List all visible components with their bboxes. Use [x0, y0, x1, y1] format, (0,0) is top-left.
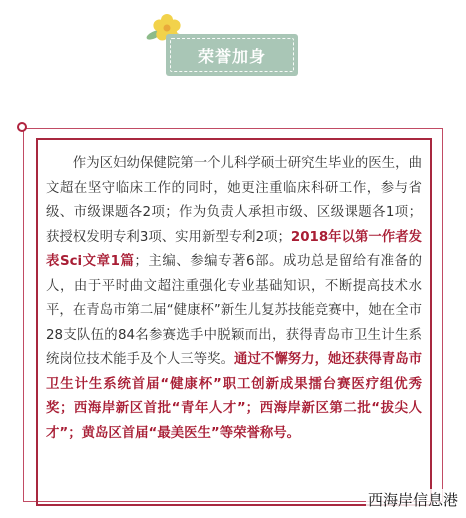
article-text-2: ；主编、参编专著6部。成功总是留给有准备的人，由于平时曲文超注重强化专业基础知识，不断提高技术水平，在青岛市第二届“健康杯”新生儿复苏技能竞赛中，她在全市28支队伍的84名参赛选手中脱颖而出，获得青岛市卫生计生系统岗位技术能手及个人三等奖。	[46, 254, 422, 367]
article-paragraph	[46, 152, 422, 446]
corner-circle-icon	[17, 122, 27, 132]
article-text-1: 作为区妇幼保健院第一个儿科学硕士研究生毕业的医生，曲文超在坚守临床工作的同时，她更注重临床科研工作，参与省级、市级课题各2项；作为负责人承担市级、区级课题各1项；获授权发明专利3项、实用新型专利2项；	[46, 156, 422, 245]
section-title: 荣誉加身	[197, 46, 266, 66]
article-highlight-1: 2018年以第一作者发表Sci文章1篇	[46, 229, 422, 269]
article-highlight-2: 通过不懈努力，她还获得青岛市卫生计生系统首届“健康杯”职工创新成果擂台赛医疗组优秀奖；西海岸新区首批“青年人才”；西海岸新区第二批“拔尖人才”；黄岛区首届“最美医生”等荣誉称号。	[46, 352, 423, 441]
title-badge	[166, 34, 298, 76]
watermark: 西海岸信息港	[367, 491, 458, 509]
